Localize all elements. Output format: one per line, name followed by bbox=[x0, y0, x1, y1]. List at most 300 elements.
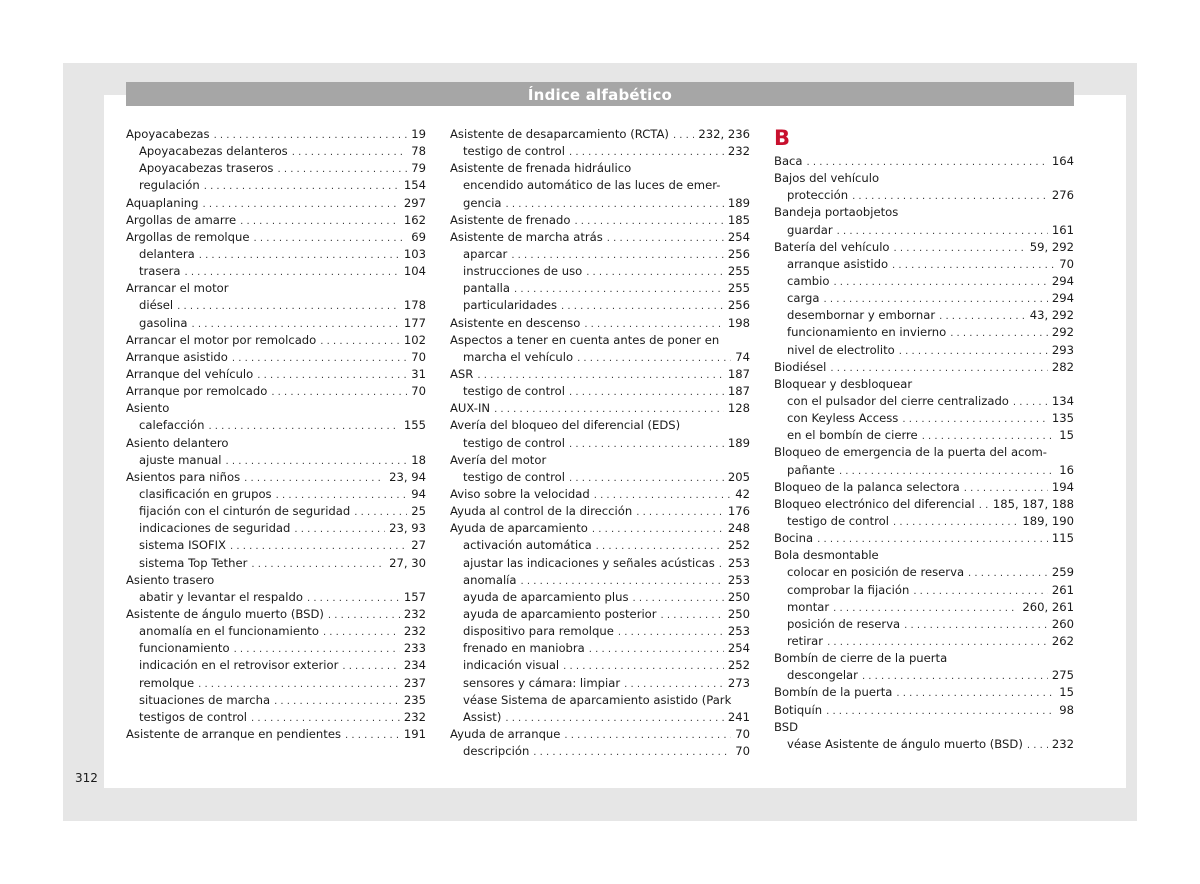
index-subentry bbox=[126, 263, 426, 280]
index-entry bbox=[126, 229, 426, 246]
entry-term: Asiento bbox=[126, 401, 170, 416]
entry-term: gencia bbox=[463, 195, 502, 210]
entry-page-ref: 178 bbox=[403, 298, 426, 313]
dot-leader bbox=[294, 521, 385, 538]
index-entry bbox=[126, 212, 426, 229]
entry-page-ref: 69 bbox=[411, 229, 426, 244]
entry-page-ref: 294 bbox=[1051, 291, 1074, 306]
index-subentry bbox=[450, 606, 750, 623]
entry-page-ref: 234 bbox=[403, 658, 426, 673]
entry-term: Arrancar el motor por remolcado bbox=[126, 332, 317, 347]
entry-page-ref: 18 bbox=[411, 452, 426, 467]
index-entry bbox=[774, 444, 1074, 461]
entry-term: regulación bbox=[139, 178, 200, 193]
dot-leader bbox=[564, 727, 731, 744]
dot-leader bbox=[892, 257, 1055, 274]
entry-term: Asistente de desaparcamiento (RCTA) bbox=[450, 127, 669, 141]
entry-page-ref: 23, 93 bbox=[389, 521, 426, 536]
entry-term: cambio bbox=[787, 273, 830, 288]
entry-page-ref: 43, 292 bbox=[1029, 308, 1074, 323]
index-entry bbox=[450, 212, 750, 229]
index-entry bbox=[450, 315, 750, 332]
index-subentry bbox=[450, 177, 750, 194]
index-entry bbox=[126, 435, 426, 452]
index-subentry bbox=[126, 246, 426, 263]
entry-term: pantalla bbox=[463, 281, 511, 296]
entry-term: sensores y cámara: limpiar bbox=[463, 675, 621, 690]
dot-leader bbox=[323, 624, 400, 641]
index-subentry bbox=[774, 324, 1074, 341]
index-entry bbox=[774, 239, 1074, 256]
entry-term: funcionamiento en invierno bbox=[787, 325, 947, 340]
entry-page-ref: 59, 292 bbox=[1029, 239, 1074, 254]
index-subentry bbox=[450, 537, 750, 554]
entry-page-ref: 134 bbox=[1051, 393, 1074, 408]
entry-page-ref: 157 bbox=[403, 589, 426, 604]
index-subentry bbox=[450, 675, 750, 692]
entry-term: Biodiésel bbox=[774, 359, 827, 374]
index-subentry bbox=[450, 640, 750, 657]
entry-term: indicación visual bbox=[463, 658, 560, 673]
entry-page-ref: 128 bbox=[727, 401, 750, 416]
index-subentry bbox=[450, 383, 750, 400]
entry-page-ref: 256 bbox=[727, 298, 750, 313]
entry-term: Assist) bbox=[463, 709, 502, 724]
entry-page-ref: 232 bbox=[403, 624, 426, 639]
dot-leader bbox=[618, 624, 724, 641]
entry-page-ref: 135 bbox=[1051, 411, 1074, 426]
entry-page-ref: 253 bbox=[727, 572, 750, 587]
dot-leader bbox=[719, 556, 724, 573]
dot-leader bbox=[232, 350, 407, 367]
entry-term: encendido automático de las luces de emer- bbox=[463, 178, 721, 193]
index-subentry bbox=[126, 520, 426, 537]
letter-heading-b: B bbox=[774, 126, 791, 150]
index-subentry bbox=[450, 555, 750, 572]
entry-term: funcionamiento bbox=[139, 641, 230, 656]
entry-page-ref: 104 bbox=[403, 264, 426, 279]
entry-term: marcha el vehículo bbox=[463, 349, 574, 364]
entry-term: colocar en posición de reserva bbox=[787, 565, 965, 580]
entry-term: Bloquear y desbloquear bbox=[774, 376, 913, 391]
index-entry bbox=[450, 229, 750, 246]
entry-term: activación automática bbox=[463, 538, 592, 553]
dot-leader bbox=[208, 418, 399, 435]
dot-leader bbox=[569, 384, 724, 401]
index-subentry bbox=[450, 195, 750, 212]
index-subentry bbox=[450, 623, 750, 640]
index-subentry bbox=[450, 435, 750, 452]
entry-page-ref: 250 bbox=[727, 606, 750, 621]
dot-leader bbox=[827, 634, 1048, 651]
entry-page-ref: 232 bbox=[403, 606, 426, 621]
entry-page-ref: 254 bbox=[727, 641, 750, 656]
entry-term: Ayuda de aparcamiento bbox=[450, 521, 588, 536]
dot-leader bbox=[342, 658, 400, 675]
entry-page-ref: 255 bbox=[727, 264, 750, 279]
index-entry bbox=[774, 153, 1074, 170]
index-entry bbox=[126, 195, 426, 212]
dot-leader bbox=[203, 196, 400, 213]
entry-term: Asistente en descenso bbox=[450, 315, 581, 330]
dot-leader bbox=[184, 264, 399, 281]
entry-term: Asiento trasero bbox=[126, 572, 215, 587]
entry-page-ref: 115 bbox=[1051, 531, 1074, 546]
dot-leader bbox=[271, 384, 407, 401]
entry-page-ref: 189, 190 bbox=[1022, 513, 1074, 528]
entry-page-ref: 232, 236 bbox=[698, 127, 750, 141]
entry-term: trasera bbox=[139, 264, 181, 279]
index-entry bbox=[774, 479, 1074, 496]
entry-term: diésel bbox=[139, 298, 174, 313]
dot-leader bbox=[506, 196, 724, 213]
entry-term: descripción bbox=[463, 744, 530, 759]
dot-leader bbox=[594, 487, 732, 504]
index-entry bbox=[774, 359, 1074, 376]
index-entry bbox=[450, 726, 750, 743]
dot-leader bbox=[596, 538, 724, 555]
dot-leader bbox=[1013, 394, 1048, 411]
entry-term: testigo de control bbox=[463, 384, 565, 399]
index-subentry bbox=[450, 469, 750, 486]
index-subentry bbox=[774, 513, 1074, 530]
dot-leader bbox=[569, 144, 724, 161]
entry-page-ref: 185 bbox=[727, 212, 750, 227]
index-subentry bbox=[774, 307, 1074, 324]
entry-term: Argollas de amarre bbox=[126, 212, 237, 227]
entry-page-ref: 294 bbox=[1051, 273, 1074, 288]
index-subentry bbox=[450, 280, 750, 297]
index-entry bbox=[774, 376, 1074, 393]
entry-page-ref: 292 bbox=[1051, 325, 1074, 340]
dot-leader bbox=[862, 668, 1048, 685]
dot-leader bbox=[257, 367, 407, 384]
index-subentry bbox=[450, 349, 750, 366]
dot-leader bbox=[320, 333, 400, 350]
dot-leader bbox=[198, 676, 400, 693]
dot-leader bbox=[904, 617, 1048, 634]
entry-term: Bandeja portaobjetos bbox=[774, 205, 899, 220]
entry-page-ref: 273 bbox=[727, 675, 750, 690]
dot-leader bbox=[586, 264, 724, 281]
entry-term: frenado en maniobra bbox=[463, 641, 585, 656]
entry-page-ref: 15 bbox=[1059, 685, 1074, 700]
entry-term: desembornar y embornar bbox=[787, 308, 936, 323]
index-subentry bbox=[450, 743, 750, 760]
entry-term: Argollas de remolque bbox=[126, 229, 250, 244]
dot-leader bbox=[807, 154, 1048, 171]
entry-page-ref: 154 bbox=[403, 178, 426, 193]
index-entry bbox=[450, 400, 750, 417]
entry-term: en el bombín de cierre bbox=[787, 428, 918, 443]
dot-leader bbox=[913, 583, 1048, 600]
dot-leader bbox=[345, 727, 400, 744]
index-subentry bbox=[450, 246, 750, 263]
entry-term: protección bbox=[787, 188, 849, 203]
entry-term: remolque bbox=[139, 675, 195, 690]
entry-page-ref: 297 bbox=[403, 195, 426, 210]
dot-leader bbox=[833, 274, 1047, 291]
entry-term: véase Sistema de aparcamiento asistido (Park bbox=[463, 692, 732, 707]
index-column-2 bbox=[450, 126, 750, 760]
entry-term: Baca bbox=[774, 154, 803, 168]
index-subentry bbox=[126, 589, 426, 606]
dot-leader bbox=[307, 590, 400, 607]
dot-leader bbox=[192, 316, 400, 333]
dot-leader bbox=[624, 676, 724, 693]
index-entry bbox=[450, 520, 750, 537]
entry-term: Aquaplaning bbox=[126, 195, 199, 210]
entry-term: arranque asistido bbox=[787, 256, 889, 271]
entry-page-ref: 252 bbox=[727, 658, 750, 673]
index-subentry bbox=[774, 616, 1074, 633]
entry-term: Ayuda al control de la dirección bbox=[450, 504, 633, 519]
entry-term: Bajos del vehículo bbox=[774, 171, 880, 186]
index-subentry bbox=[126, 623, 426, 640]
entry-term: indicaciones de seguridad bbox=[139, 521, 291, 536]
index-subentry bbox=[126, 160, 426, 177]
entry-page-ref: 235 bbox=[403, 692, 426, 707]
index-entry bbox=[126, 469, 426, 486]
index-subentry bbox=[126, 657, 426, 674]
entry-term: sistema ISOFIX bbox=[139, 538, 226, 553]
index-subentry bbox=[126, 675, 426, 692]
dot-leader bbox=[204, 178, 400, 195]
dot-leader bbox=[477, 367, 724, 384]
entry-page-ref: 232 bbox=[727, 144, 750, 159]
dot-leader bbox=[577, 350, 731, 367]
entry-page-ref: 94 bbox=[411, 486, 426, 501]
entry-term: particularidades bbox=[463, 298, 558, 313]
dot-leader bbox=[199, 247, 400, 264]
entry-term: Arranque del vehículo bbox=[126, 366, 254, 381]
entry-term: clasificación en grupos bbox=[139, 486, 272, 501]
index-subentry bbox=[450, 589, 750, 606]
entry-term: con Keyless Access bbox=[787, 411, 899, 426]
page-number: 312 bbox=[75, 771, 98, 785]
entry-term: Botiquín bbox=[774, 702, 823, 717]
entry-term: Asistente de arranque en pendientes bbox=[126, 726, 341, 741]
index-subentry bbox=[774, 256, 1074, 273]
dot-leader bbox=[292, 144, 408, 161]
index-subentry bbox=[126, 417, 426, 434]
index-entry bbox=[126, 400, 426, 417]
index-subentry bbox=[126, 315, 426, 332]
index-subentry bbox=[450, 709, 750, 726]
dot-leader bbox=[226, 453, 408, 470]
entry-term: anomalía en el funcionamiento bbox=[139, 624, 319, 639]
entry-page-ref: 262 bbox=[1051, 633, 1074, 648]
entry-term: AUX-IN bbox=[450, 401, 491, 416]
dot-leader bbox=[276, 487, 408, 504]
index-subentry bbox=[126, 143, 426, 160]
index-entry bbox=[126, 332, 426, 349]
index-entry bbox=[450, 452, 750, 469]
dot-leader bbox=[274, 693, 400, 710]
index-subentry bbox=[126, 177, 426, 194]
entry-page-ref: 70 bbox=[411, 349, 426, 364]
index-subentry bbox=[450, 692, 750, 709]
entry-page-ref: 241 bbox=[727, 709, 750, 724]
entry-term: retirar bbox=[787, 633, 824, 648]
entry-term: Aviso sobre la velocidad bbox=[450, 486, 590, 501]
entry-page-ref: 70 bbox=[735, 744, 750, 759]
entry-term: Arrancar el motor bbox=[126, 281, 229, 296]
entry-term: BSD bbox=[774, 719, 799, 734]
dot-leader bbox=[589, 641, 724, 658]
entry-term: situaciones de marcha bbox=[139, 692, 271, 707]
entry-term: Batería del vehículo bbox=[774, 239, 890, 254]
dot-leader bbox=[244, 470, 385, 487]
entry-term: Arranque por remolcado bbox=[126, 384, 268, 399]
entry-page-ref: 248 bbox=[727, 521, 750, 536]
entry-term: testigo de control bbox=[463, 469, 565, 484]
dot-leader bbox=[824, 291, 1048, 308]
index-entry bbox=[126, 383, 426, 400]
dot-leader bbox=[561, 298, 724, 315]
index-subentry bbox=[450, 657, 750, 674]
index-entry bbox=[774, 170, 1074, 187]
dot-leader bbox=[1027, 737, 1048, 754]
entry-term: pañante bbox=[787, 462, 835, 477]
entry-term: Aspectos a tener en cuenta antes de poner en bbox=[450, 332, 720, 347]
entry-page-ref: 260 bbox=[1051, 616, 1074, 631]
entry-term: delantera bbox=[139, 246, 195, 261]
entry-term: descongelar bbox=[787, 668, 858, 683]
index-subentry bbox=[450, 572, 750, 589]
entry-page-ref: 191 bbox=[403, 726, 426, 741]
dot-leader bbox=[902, 411, 1048, 428]
dot-leader bbox=[833, 600, 1018, 617]
dot-leader bbox=[979, 497, 989, 514]
entry-page-ref: 79 bbox=[411, 161, 426, 176]
dot-leader bbox=[837, 223, 1048, 240]
dot-leader bbox=[661, 607, 724, 624]
entry-page-ref: 275 bbox=[1051, 668, 1074, 683]
index-subentry bbox=[774, 342, 1074, 359]
section-title: Índice alfabético bbox=[527, 86, 673, 104]
entry-term: Avería del bloqueo del diferencial (EDS) bbox=[450, 418, 681, 433]
entry-term: Asistente de ángulo muerto (BSD) bbox=[126, 606, 324, 621]
entry-page-ref: 255 bbox=[727, 281, 750, 296]
dot-leader bbox=[234, 641, 400, 658]
index-entry bbox=[450, 366, 750, 383]
dot-leader bbox=[964, 480, 1048, 497]
entry-page-ref: 31 bbox=[411, 366, 426, 381]
entry-term: Bloqueo electrónico del diferencial bbox=[774, 496, 975, 511]
index-subentry bbox=[774, 462, 1074, 479]
index-subentry bbox=[450, 263, 750, 280]
entry-term: ayuda de aparcamiento plus bbox=[463, 589, 629, 604]
index-entry bbox=[774, 684, 1074, 701]
entry-page-ref: 102 bbox=[403, 332, 426, 347]
index-subentry bbox=[774, 410, 1074, 427]
dot-leader bbox=[894, 240, 1026, 257]
dot-leader bbox=[251, 556, 385, 573]
entry-page-ref: 254 bbox=[727, 229, 750, 244]
entry-term: Arranque asistido bbox=[126, 349, 228, 364]
entry-page-ref: 162 bbox=[403, 212, 426, 227]
index-subentry bbox=[126, 640, 426, 657]
entry-term: gasolina bbox=[139, 315, 188, 330]
dot-leader bbox=[830, 360, 1047, 377]
dot-leader bbox=[494, 401, 724, 418]
index-entry bbox=[126, 572, 426, 589]
entry-term: véase Asistente de ángulo muerto (BSD) bbox=[787, 736, 1023, 751]
entry-term: fijación con el cinturón de seguridad bbox=[139, 504, 351, 519]
index-entry bbox=[774, 204, 1074, 221]
dot-leader bbox=[254, 230, 408, 247]
entry-page-ref: 23, 94 bbox=[389, 469, 426, 484]
dot-leader bbox=[569, 436, 724, 453]
index-subentry bbox=[774, 290, 1074, 307]
index-column-3 bbox=[774, 126, 1074, 753]
entry-page-ref: 237 bbox=[403, 675, 426, 690]
dot-leader bbox=[968, 565, 1048, 582]
index-entry bbox=[450, 486, 750, 503]
index-subentry bbox=[774, 582, 1074, 599]
entry-term: ajuste manual bbox=[139, 452, 222, 467]
entry-term: testigo de control bbox=[463, 435, 565, 450]
entry-term: con el pulsador del cierre centralizado bbox=[787, 393, 1009, 408]
entry-term: ASR bbox=[450, 366, 474, 381]
entry-page-ref: 232 bbox=[1051, 736, 1074, 751]
index-subentry bbox=[774, 393, 1074, 410]
dot-leader bbox=[574, 213, 723, 230]
index-entry bbox=[126, 726, 426, 743]
index-entry bbox=[126, 126, 426, 143]
index-subentry bbox=[774, 736, 1074, 753]
entry-page-ref: 103 bbox=[403, 246, 426, 261]
dot-leader bbox=[511, 247, 724, 264]
entry-page-ref: 259 bbox=[1051, 565, 1074, 580]
entry-page-ref: 189 bbox=[727, 435, 750, 450]
dot-leader bbox=[839, 463, 1055, 480]
entry-page-ref: 164 bbox=[1051, 154, 1074, 168]
entry-term: instrucciones de uso bbox=[463, 264, 583, 279]
entry-term: Avería del motor bbox=[450, 452, 547, 467]
entry-page-ref: 261 bbox=[1051, 582, 1074, 597]
dot-leader bbox=[607, 230, 724, 247]
entry-term: Bombín de la puerta bbox=[774, 685, 893, 700]
entry-page-ref: 276 bbox=[1051, 188, 1074, 203]
index-entry bbox=[774, 547, 1074, 564]
index-subentry bbox=[126, 503, 426, 520]
index-entry bbox=[774, 650, 1074, 667]
index-entry bbox=[126, 280, 426, 297]
index-subentry bbox=[774, 427, 1074, 444]
index-entry bbox=[450, 417, 750, 434]
entry-page-ref: 155 bbox=[403, 418, 426, 433]
entry-term: Apoyacabezas traseros bbox=[139, 161, 274, 176]
index-subentry bbox=[774, 667, 1074, 684]
index-entry bbox=[126, 366, 426, 383]
dot-leader bbox=[893, 514, 1018, 531]
entry-term: aparcar bbox=[463, 246, 508, 261]
index-entry bbox=[450, 503, 750, 520]
index-subentry bbox=[774, 633, 1074, 650]
entry-page-ref: 42 bbox=[735, 486, 750, 501]
index-entry bbox=[450, 126, 750, 143]
dot-leader bbox=[673, 127, 694, 144]
entry-term: Bola desmontable bbox=[774, 548, 879, 563]
index-subentry bbox=[126, 692, 426, 709]
index-entry bbox=[126, 349, 426, 366]
entry-page-ref: 205 bbox=[727, 469, 750, 484]
entry-page-ref: 70 bbox=[411, 384, 426, 399]
entry-page-ref: 27, 30 bbox=[389, 555, 426, 570]
entry-page-ref: 16 bbox=[1059, 462, 1074, 477]
